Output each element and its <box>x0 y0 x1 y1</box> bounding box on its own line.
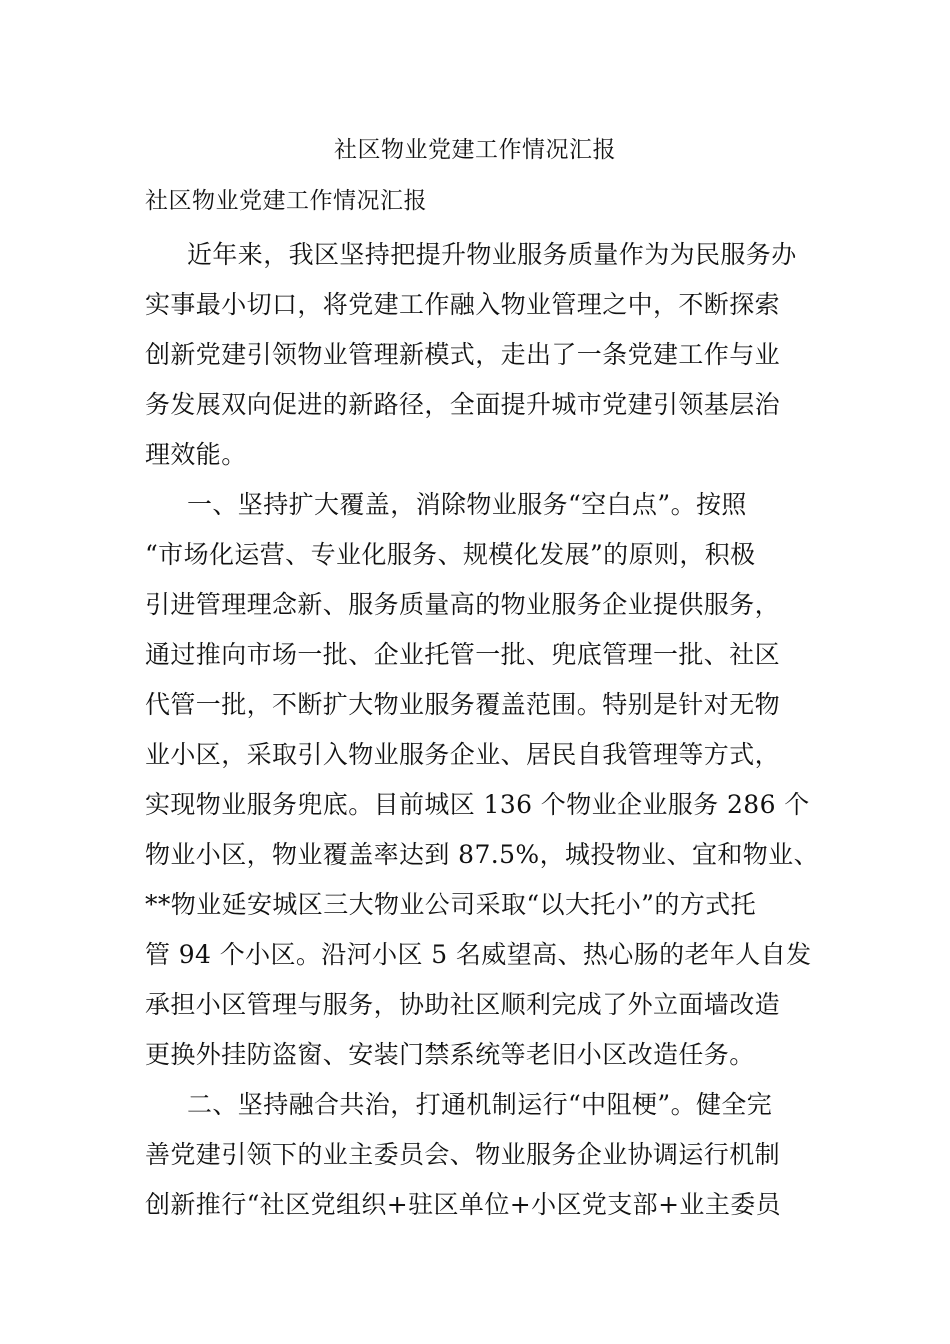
paragraph-line: 物业小区，物业覆盖率达到 87.5%，城投物业、宜和物业、 <box>145 840 819 869</box>
paragraph-line: 承担小区管理与服务，协助社区顺利完成了外立面墙改造 <box>145 990 781 1019</box>
paragraph-line: 更换外挂防盗窗、安装门禁系统等老旧小区改造任务。 <box>145 1040 755 1069</box>
paragraph-line: 业小区，采取引入物业服务企业、居民自我管理等方式， <box>145 740 781 769</box>
paragraph-line: 实现物业服务兜底。目前城区 136 个物业企业服务 286 个 <box>145 790 810 819</box>
paragraph-line: **物业延安城区三大物业公司采取“以大托小”的方式托 <box>145 890 756 919</box>
paragraph-line: 实事最小切口，将党建工作融入物业管理之中，不断探索 <box>145 290 781 319</box>
paragraph-line: 管 94 个小区。沿河小区 5 名威望高、热心肠的老年人自发 <box>145 940 812 969</box>
paragraph-line: “市场化运营、专业化服务、规模化发展”的原则，积极 <box>145 540 756 569</box>
paragraph-line: 务发展双向促进的新路径，全面提升城市党建引领基层治 <box>145 390 781 419</box>
paragraph-line: 一、坚持扩大覆盖，消除物业服务“空白点”。按照 <box>187 490 747 519</box>
paragraph-line: 理效能。 <box>145 440 247 469</box>
paragraph-line: 善党建引领下的业主委员会、物业服务企业协调运行机制 <box>145 1140 781 1169</box>
paragraph-line: 近年来，我区坚持把提升物业服务质量作为为民服务办 <box>187 240 797 269</box>
document-title: 社区物业党建工作情况汇报 <box>334 137 616 163</box>
document-body <box>145 230 825 1230</box>
paragraph-line: 通过推向市场一批、企业托管一批、兜底管理一批、社区 <box>145 640 781 669</box>
paragraph-line: 引进管理理念新、服务质量高的物业服务企业提供服务， <box>145 590 781 619</box>
paragraph-line: 创新推行“社区党组织+驻区单位+小区党支部+业主委员 <box>145 1190 782 1219</box>
paragraph-line: 二、坚持融合共治，打通机制运行“中阻梗”。健全完 <box>187 1090 773 1119</box>
paragraph-line: 创新党建引领物业管理新模式，走出了一条党建工作与业 <box>145 340 781 369</box>
paragraph-line: 代管一批，不断扩大物业服务覆盖范围。特别是针对无物 <box>145 690 781 719</box>
document-subtitle: 社区物业党建工作情况汇报 <box>145 188 427 214</box>
